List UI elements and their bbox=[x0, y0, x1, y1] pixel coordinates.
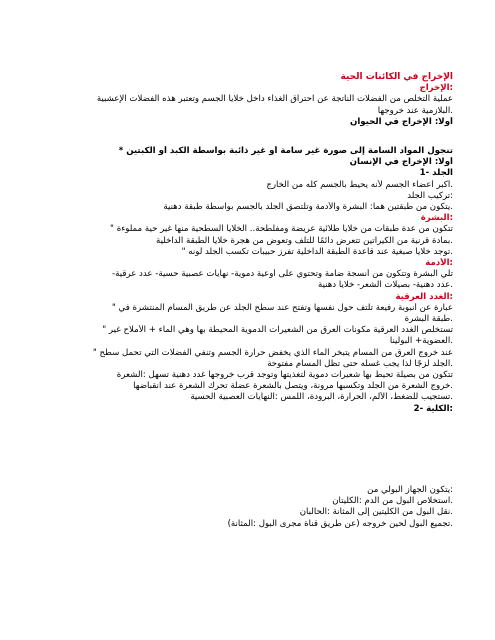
subheading-skin: الجلد -1 bbox=[419, 168, 453, 179]
subheading-dermis: :الأدمة bbox=[425, 258, 453, 269]
subheading-sweat-glands: :الغدد العرقية bbox=[395, 291, 453, 302]
paragraph-line: .العضوية+ البولينا bbox=[389, 336, 453, 347]
section-heading-excretion: :الإخراج bbox=[419, 83, 453, 94]
paragraph-line: .عدد دهنية- بصيلات الشعر- خلايا دهنية bbox=[317, 280, 453, 291]
paragraph-line: عبارة عن أنبوبة رفيعة تلتف حول نفسها وتفتح عند سطح الجلد عن طريق المسام المنتشرة في " bbox=[111, 302, 453, 313]
paragraph-line: عملية التخلص من الفضلات الناتجة عن احتراق الغذاء داخل خلايا الجسم وتعتبر هذه الفضلات الإعشبية bbox=[96, 94, 453, 105]
paragraph-line: .البلازمية عند خروجها bbox=[377, 105, 453, 116]
document-page bbox=[28, 72, 453, 530]
subheading-kidney: :الكلية -2 bbox=[413, 403, 453, 414]
paragraph-line: .خروج الشعرة من الجلد وتكسبها مرونة، ويتصل بالشعرة عضلة تحرك الشعرة عند انقباضها bbox=[133, 381, 453, 392]
paragraph-line: .توجد خلايا صبغية عند قاعدة الطبقة الداخلية تفرز حبيبات تكسب الجلد لونه " bbox=[181, 246, 453, 257]
paragraph-line: عند خروج العرق من المسام يتبخر الماء الذي يخفض حرارة الجسم وتنفي الفضلات التي تحمل سطح " bbox=[92, 347, 453, 358]
paragraph-line: تلي البشرة وتتكون من أنسجة ضامة وتحتوي على أوعية دموية- نهايات عصبية حسية- عدد عرقية- bbox=[112, 269, 453, 280]
paragraph-line: .استخلاص البول من الدم :الكليتان bbox=[332, 496, 453, 507]
paragraph-line: .أكبر أعضاء الجسم لأنه يحيط بالجسم كله من الخارج bbox=[266, 179, 453, 190]
document-title: الإخراج في الكائنات الحية bbox=[340, 72, 453, 82]
spacer bbox=[28, 415, 453, 485]
paragraph-line: .نقل البول من الكليتين إلى المثانة :الحالبان bbox=[299, 507, 453, 518]
paragraph-line: .تجميع البول لحين خروجه (عن طريق قناة مجرى البول :المثانة) bbox=[227, 518, 453, 529]
paragraph-line: .تستجيب للضغط، الألم، الحرارة، البرودة، اللمس :النهايات العصبية الحسية bbox=[190, 392, 453, 403]
paragraph-line: .بمادة قرنية من الكيراتين تتعرض دائمًا للتلف وتعوض من هجرة خلايا الطبقة الداخلية bbox=[156, 235, 453, 246]
paragraph-line: .الجلد لزجًا لذا يجب غسله حتى تظل المسام مفتوحة bbox=[267, 358, 453, 369]
subheading-epidermis: :البشرة bbox=[420, 213, 453, 224]
paragraph-line: تستخلص الغدد العرقية مكونات العرق من الشعيرات الدموية المحيطة بها وهي الماء + الأملاح غير " bbox=[102, 325, 453, 336]
subheading-human-excretion: أولاً: الإخراج في الإنسان bbox=[349, 157, 453, 168]
subheading-skin-structure: :تركيب الجلد bbox=[407, 190, 453, 201]
paragraph-line: تنجول المواد السامة إلى صورة غير سامة أو غير ذائبة بواسطة الكبد أو الكبتين * bbox=[118, 146, 453, 157]
paragraph-line: تتكون من عدة طبقات من خلايا طلائية عريضة ومفلطحة.. الخلايا السطحية منها غير حية مملوءة " bbox=[110, 224, 453, 235]
paragraph-line: :يتكون الجهاز البولي من bbox=[367, 484, 453, 495]
paragraph-line: تتكون من بصيلة تحيط بها شعيرات دموية لتغذيتها وتوجد قرب خروجها غدد دهنية تسهل :الشعرة bbox=[116, 370, 453, 381]
subheading-animal-excretion: أولاً: الإخراج في الحيوان bbox=[350, 116, 453, 127]
spacer bbox=[28, 128, 453, 146]
paragraph-line: .يتكون من طبقتين هما: البشرة والأدمة وتلتصق الجلد بالجسم بواسطة طبقة دهنية bbox=[163, 202, 453, 213]
paragraph-line: .طبقة البشرة bbox=[404, 314, 453, 325]
